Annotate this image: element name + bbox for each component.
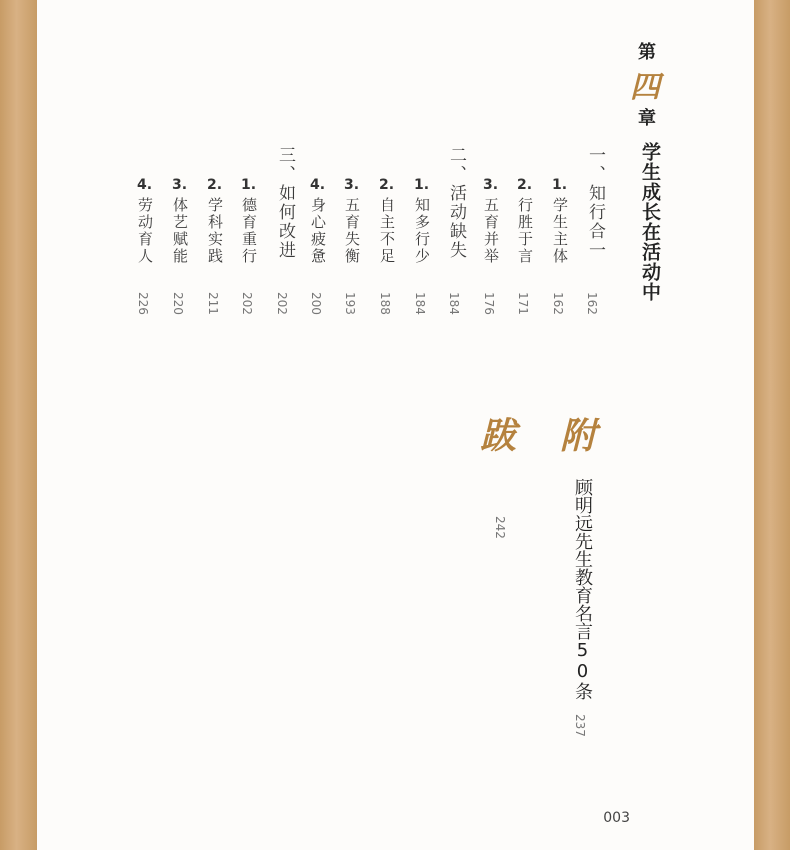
section-2-page: 184 — [447, 292, 461, 315]
item-3-3-title[interactable]: 体艺赋能 — [171, 197, 189, 265]
item-3-3-index: 3. — [172, 177, 188, 193]
item-1-1-index: 1. — [552, 177, 568, 193]
item-2-3-page: 193 — [343, 292, 357, 315]
appendix-title[interactable]: 顾明远先生教育名言50条 — [572, 478, 593, 700]
item-1-3-index: 3. — [483, 177, 499, 193]
appendix-label: 附 — [560, 415, 597, 457]
item-3-4-title[interactable]: 劳动育人 — [136, 197, 154, 265]
section-1-title[interactable]: 一、知行合一 — [585, 146, 605, 260]
item-2-1-index: 1. — [414, 177, 430, 193]
section-3-page: 202 — [275, 292, 289, 315]
item-1-2-title[interactable]: 行胜于言 — [516, 197, 534, 265]
item-1-2-page: 171 — [516, 292, 530, 315]
item-3-4-page: 226 — [136, 292, 150, 315]
section-3-title[interactable]: 三、如何改进 — [275, 146, 295, 260]
item-1-1-page: 162 — [551, 292, 565, 315]
item-2-1-page: 184 — [413, 292, 427, 315]
section-1-page: 162 — [585, 292, 599, 315]
chapter-di: 第 — [638, 42, 656, 63]
item-3-1-title[interactable]: 德育重行 — [240, 197, 258, 265]
chapter-title[interactable]: 学生成长在活动中 — [639, 142, 661, 302]
item-1-3-title[interactable]: 五育并举 — [482, 197, 500, 265]
item-2-2-page: 188 — [378, 292, 392, 315]
page-number: 003 — [603, 810, 630, 826]
item-1-2-index: 2. — [517, 177, 533, 193]
postscript-label: 跋 — [480, 415, 517, 457]
item-2-1-title[interactable]: 知多行少 — [413, 197, 431, 265]
toc-page — [37, 0, 754, 850]
item-3-2-page: 211 — [206, 292, 220, 315]
item-2-2-index: 2. — [379, 177, 395, 193]
item-2-4-index: 4. — [310, 177, 326, 193]
item-2-4-page: 200 — [309, 292, 323, 315]
item-2-4-title[interactable]: 身心疲惫 — [309, 197, 327, 265]
section-2-title[interactable]: 二、活动缺失 — [446, 146, 466, 260]
item-3-2-title[interactable]: 学科实践 — [206, 197, 224, 265]
item-3-1-page: 202 — [240, 292, 254, 315]
item-3-4-index: 4. — [137, 177, 153, 193]
chapter-zhang: 章 — [638, 108, 656, 129]
item-3-1-index: 1. — [241, 177, 257, 193]
item-2-3-title[interactable]: 五育失衡 — [343, 197, 361, 265]
item-1-3-page: 176 — [482, 292, 496, 315]
left-page-border — [0, 0, 37, 850]
item-1-1-title[interactable]: 学生主体 — [551, 197, 569, 265]
item-2-2-title[interactable]: 自主不足 — [378, 197, 396, 265]
right-page-border — [754, 0, 790, 850]
appendix-page: 237 — [573, 714, 587, 737]
postscript-page: 242 — [493, 516, 507, 539]
item-3-3-page: 220 — [171, 292, 185, 315]
item-3-2-index: 2. — [207, 177, 223, 193]
chapter-number: 四 — [630, 70, 660, 105]
item-2-3-index: 3. — [344, 177, 360, 193]
